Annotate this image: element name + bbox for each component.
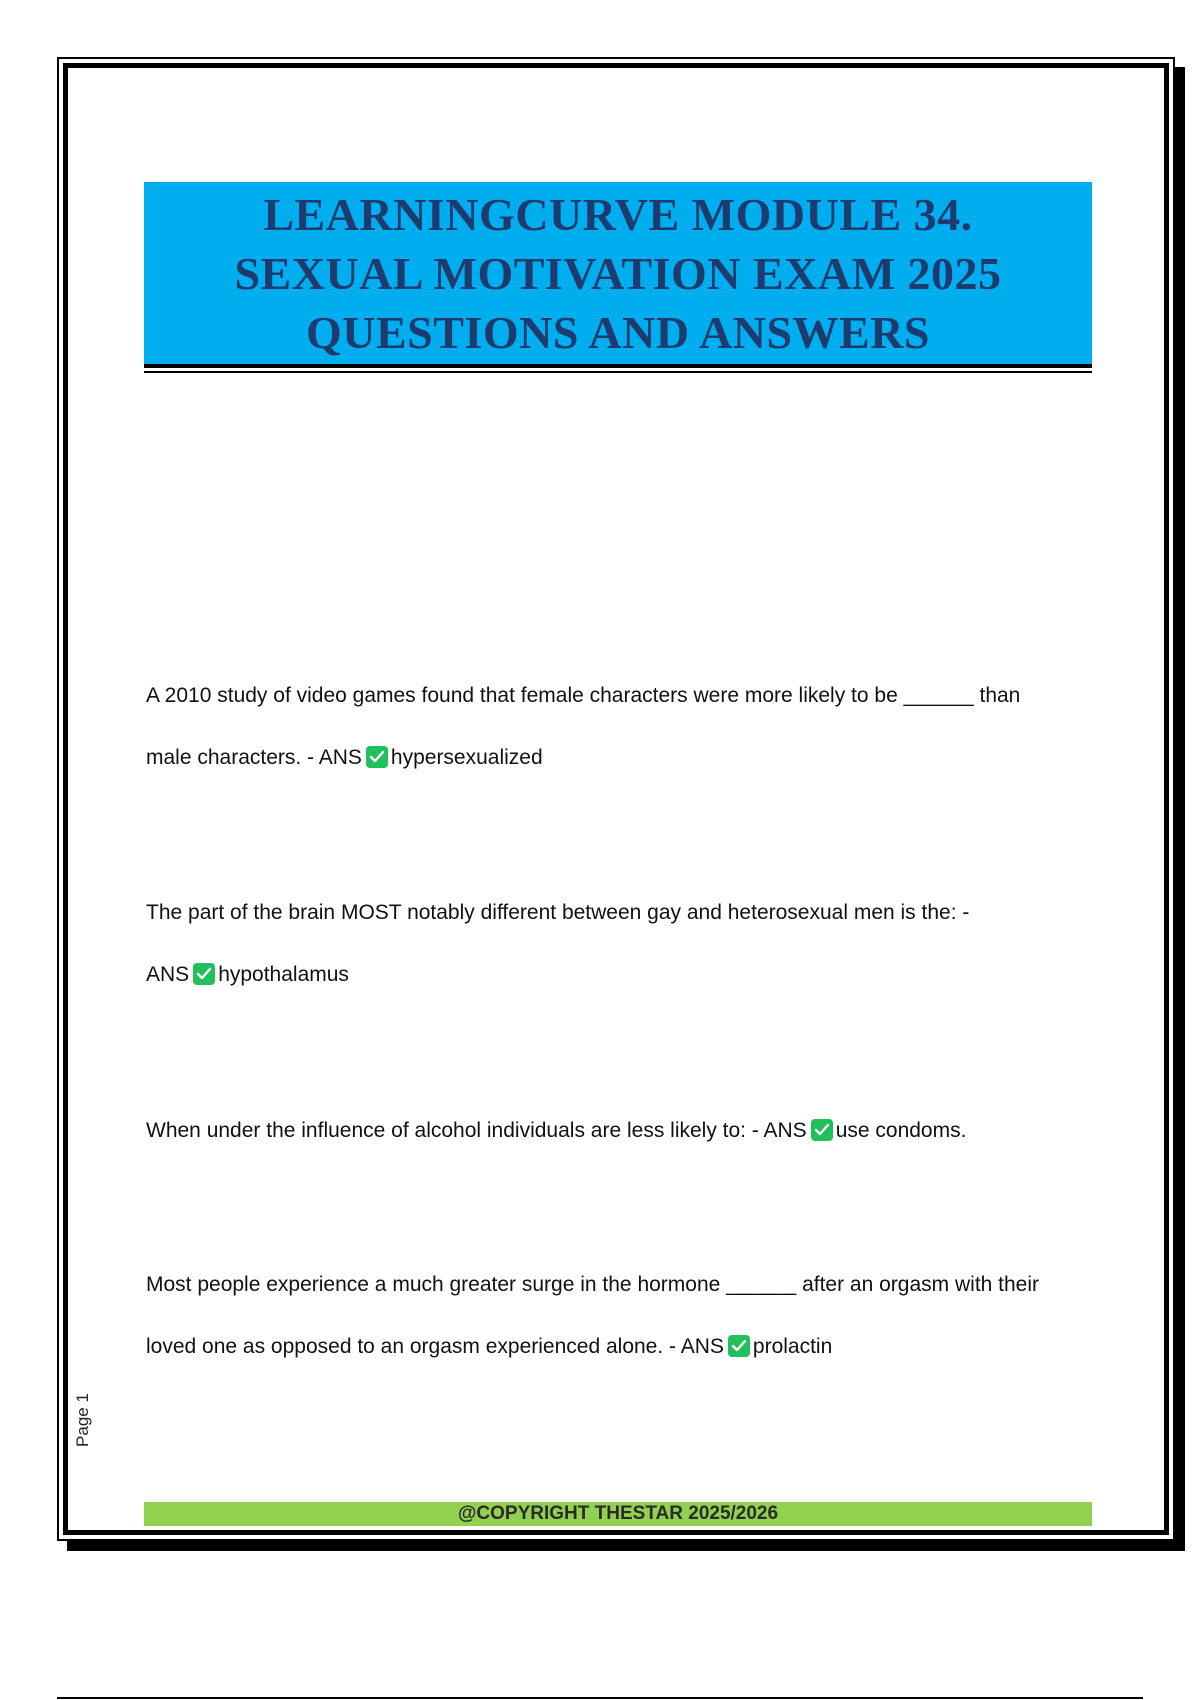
question-item-3 [146, 1100, 1096, 1162]
title-line-1: LEARNINGCURVE MODULE 34. [263, 188, 973, 240]
page-number-text: Page 1 [73, 1393, 93, 1447]
title-line-2: SEXUAL MOTIVATION EXAM 2025 [234, 247, 1002, 299]
copyright-text: @COPYRIGHT THESTAR 2025/2026 [457, 1503, 779, 1524]
question-text: Most people experience a much greater surge in the hormone ______ after an orgasm with their [146, 1273, 1040, 1296]
answer-line [146, 727, 1096, 789]
check-mark-icon [728, 1335, 750, 1357]
title-underline-thin [144, 371, 1092, 373]
check-mark-icon [366, 746, 388, 768]
answer-line [146, 944, 1096, 1006]
page-number-label [66, 1385, 100, 1455]
answer-line [146, 1316, 1096, 1378]
question-item-1 [146, 665, 1096, 789]
answer-text: use condoms. [835, 1119, 967, 1142]
question-item-2 [146, 882, 1096, 1006]
question-text: When under the influence of alcohol individuals are less likely to: - ANS [146, 1119, 807, 1142]
answer-text: hypersexualized [390, 746, 543, 769]
question-text: The part of the brain MOST notably different between gay and heterosexual men is the: - [146, 901, 970, 924]
answer-prefix: ANS [146, 963, 190, 986]
title-underline-thick [144, 364, 1092, 368]
check-mark-icon [811, 1119, 833, 1141]
bottom-divider [57, 1697, 1143, 1699]
check-mark-icon [193, 963, 215, 985]
answer-prefix: loved one as opposed to an orgasm experienced alone. - ANS [146, 1335, 724, 1358]
title-line-3: QUESTIONS AND ANSWERS [305, 306, 931, 358]
question-text: A 2010 study of video games found that female characters were more likely to be ______ than [146, 684, 1021, 707]
answer-prefix: male characters. - ANS [146, 746, 362, 769]
question-answer-line [146, 1100, 1096, 1162]
question-item-4 [146, 1254, 1096, 1378]
answer-text: prolactin [752, 1335, 833, 1358]
document-title-banner [144, 182, 1092, 364]
copyright-footer [144, 1502, 1092, 1526]
answer-text: hypothalamus [218, 963, 349, 986]
